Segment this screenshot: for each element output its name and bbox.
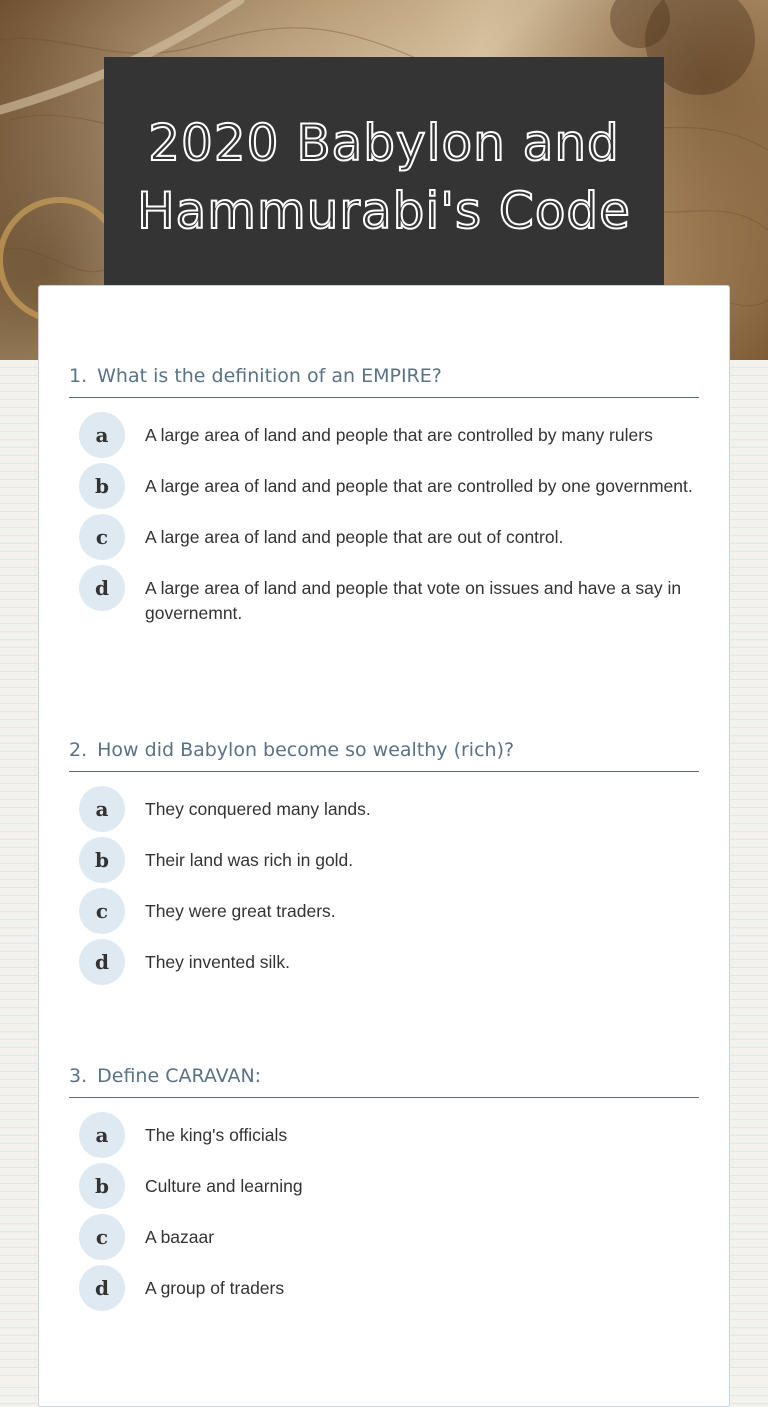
question-header (69, 739, 699, 772)
question-1 (69, 365, 699, 631)
option-text: The king's officials (145, 1125, 288, 1145)
option-text: A large area of land and people that vote on issues and have a say in governemnt. (145, 578, 682, 623)
option-letter-badge[interactable]: c (79, 888, 125, 934)
question-number: 2. (69, 739, 88, 761)
answer-option-d[interactable] (79, 939, 699, 985)
option-letter-badge[interactable]: a (79, 786, 125, 832)
option-text: A group of traders (145, 1278, 285, 1298)
option-letter-badge[interactable]: b (79, 837, 125, 883)
option-letter-badge[interactable]: a (79, 412, 125, 458)
option-letter-badge[interactable]: c (79, 514, 125, 560)
answer-options (69, 786, 699, 985)
option-letter-badge[interactable]: c (79, 1214, 125, 1260)
option-text: They were great traders. (145, 901, 336, 921)
answer-options (69, 412, 699, 626)
question-text: Define CARAVAN: (97, 1065, 262, 1087)
option-text: Culture and learning (145, 1176, 303, 1196)
question-text: How did Babylon become so wealthy (rich)? (97, 739, 515, 761)
option-text: A large area of land and people that are out of control. (145, 527, 564, 547)
answer-option-d[interactable] (79, 1265, 699, 1311)
option-letter-badge[interactable]: a (79, 1112, 125, 1158)
worksheet-card (38, 285, 730, 1407)
answer-option-b[interactable] (79, 463, 699, 509)
answer-option-c[interactable] (79, 514, 699, 560)
question-text: What is the definition of an EMPIRE? (97, 365, 442, 387)
question-2 (69, 739, 699, 990)
option-text: They conquered many lands. (145, 799, 371, 819)
option-letter-badge[interactable]: d (79, 565, 125, 611)
question-number: 3. (69, 1065, 88, 1087)
option-letter-badge[interactable]: d (79, 939, 125, 985)
option-letter-badge[interactable]: d (79, 1265, 125, 1311)
option-text: Their land was rich in gold. (145, 850, 354, 870)
page-title: 2020 Babylon and Hammurabi's Code (137, 114, 631, 240)
option-text: A large area of land and people that are controlled by one government. (145, 476, 693, 496)
answer-option-c[interactable] (79, 888, 699, 934)
title-box (104, 57, 664, 297)
option-text: A bazaar (145, 1227, 215, 1247)
answer-option-a[interactable] (79, 1112, 699, 1158)
option-text: They invented silk. (145, 952, 290, 972)
option-letter-badge[interactable]: b (79, 1163, 125, 1209)
option-text: A large area of land and people that are controlled by many rulers (145, 425, 653, 445)
answer-option-d[interactable] (79, 565, 699, 626)
question-number: 1. (69, 365, 88, 387)
answer-option-b[interactable] (79, 1163, 699, 1209)
answer-option-c[interactable] (79, 1214, 699, 1260)
question-header (69, 1065, 699, 1098)
answer-options (69, 1112, 699, 1311)
answer-option-b[interactable] (79, 837, 699, 883)
answer-option-a[interactable] (79, 412, 699, 458)
option-letter-badge[interactable]: b (79, 463, 125, 509)
question-header (69, 365, 699, 398)
question-3 (69, 1065, 699, 1316)
answer-option-a[interactable] (79, 786, 699, 832)
